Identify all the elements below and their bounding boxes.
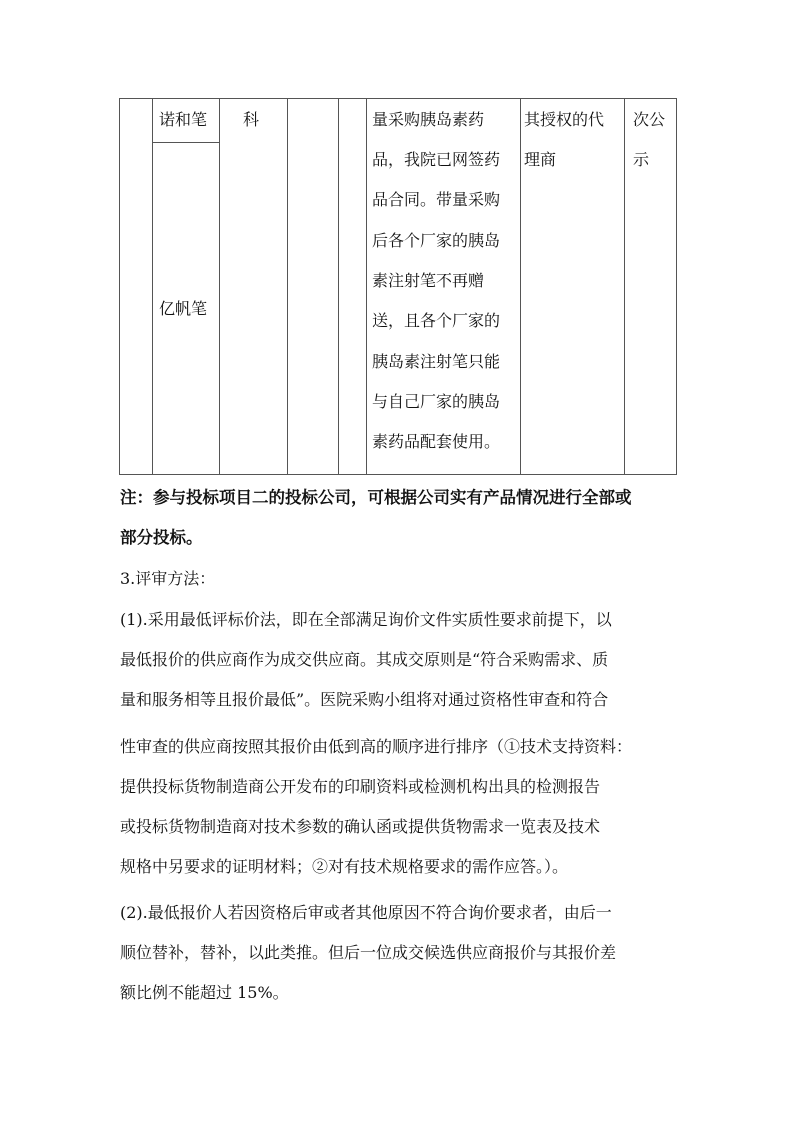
cell-line: 理商 — [524, 150, 557, 169]
cell-line: 品合同。带量采购 — [372, 190, 501, 209]
cell-line: 素药品配套使用。 — [372, 432, 501, 451]
table-border — [338, 98, 339, 475]
table-border — [119, 98, 676, 99]
cell-line: 次公 — [633, 110, 666, 129]
table-border — [676, 98, 677, 475]
cell-line: 送，且各个厂家的 — [372, 311, 501, 330]
paragraph-line: (2).最低报价人若因资格后审或者其他原因不符合询价要求者，由后一 — [120, 903, 612, 922]
table-border — [624, 98, 625, 475]
table-border — [287, 98, 288, 475]
table-cell-brand-2: 亿帆笔 — [159, 299, 208, 318]
paragraph-line: 最低报价的供应商作为成交供应商。其成交原则是“符合采购需求、质 — [120, 650, 609, 669]
table-cell-dept: 科 — [243, 110, 260, 129]
cell-line: 后各个厂家的胰岛 — [372, 231, 501, 250]
cell-line: 其授权的代 — [524, 110, 605, 129]
cell-line: 与自己厂家的胰岛 — [372, 392, 501, 411]
cell-line: 品，我院已网签药 — [372, 150, 501, 169]
table-border — [152, 98, 153, 475]
table-border — [119, 474, 676, 475]
paragraph-line: 规格中另要求的证明材料；②对有技术规格要求的需作应答。）。 — [120, 857, 569, 876]
paragraph-line: 性审查的供应商按照其报价由低到高的顺序进行排序（①技术支持资料： — [120, 737, 633, 756]
cell-line: 胰岛素注射笔只能 — [372, 352, 501, 371]
table-border — [219, 98, 220, 475]
table-border — [366, 98, 367, 475]
paragraph-line: 额比例不能超过 15%。 — [120, 983, 289, 1002]
table-border — [152, 142, 219, 143]
section-title: 3.评审方法： — [120, 569, 216, 588]
note-line: 部分投标。 — [120, 528, 203, 547]
paragraph-line: 顺位替补，替补，以此类推。但后一位成交候选供应商报价与其报价差 — [120, 943, 617, 962]
table-border — [119, 98, 120, 475]
table-border — [520, 98, 521, 475]
paragraph-line: 或投标货物制造商对技术参数的确认函或提供货物需求一览表及技术 — [120, 817, 601, 836]
table-cell-brand-1: 诺和笔 — [159, 110, 208, 129]
cell-line: 素注射笔不再赠 — [372, 271, 485, 290]
paragraph-line: 提供投标货物制造商公开发布的印刷资料或检测机构出具的检测报告 — [120, 777, 601, 796]
note-line: 注：参与投标项目二的投标公司，可根据公司实有产品情况进行全部或 — [120, 488, 632, 507]
cell-line: 量采购胰岛素药 — [372, 110, 485, 129]
paragraph-line: 量和服务相等且报价最低”。医院采购小组将对通过资格性审查和符合 — [120, 690, 609, 709]
paragraph-line: (1).采用最低评标价法，即在全部满足询价文件实质性要求前提下，以 — [120, 610, 612, 629]
cell-line: 示 — [633, 150, 650, 169]
